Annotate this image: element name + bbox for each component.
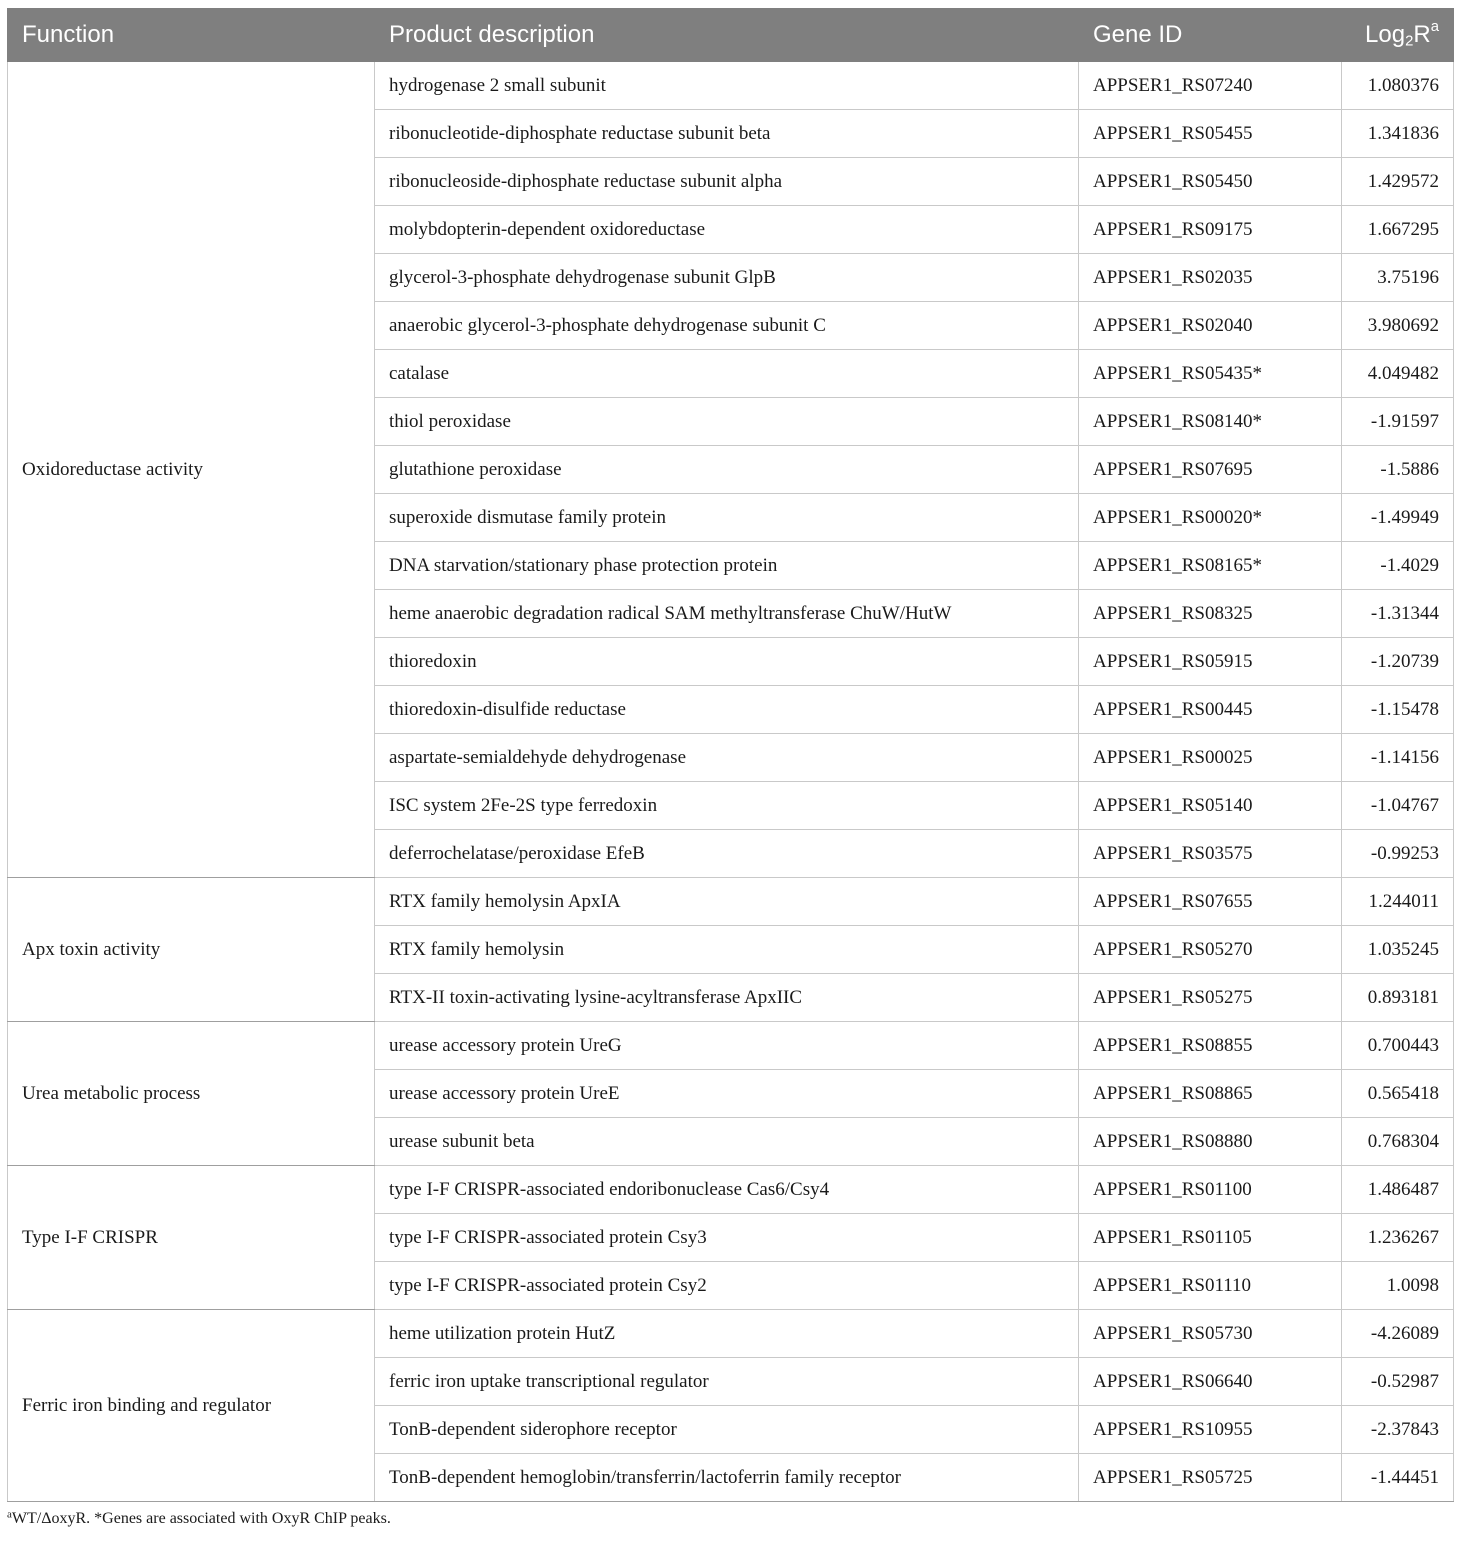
log2r-cell: 1.667295 xyxy=(1342,206,1454,254)
gene-id-cell: APPSER1_RS03575 xyxy=(1079,830,1342,878)
gene-id-cell: APPSER1_RS05450 xyxy=(1079,158,1342,206)
gene-id-cell: APPSER1_RS05915 xyxy=(1079,638,1342,686)
product-cell: catalase xyxy=(375,350,1079,398)
log2r-cell: 1.341836 xyxy=(1342,110,1454,158)
header-r-text: R xyxy=(1413,20,1431,48)
product-cell: deferrochelatase/peroxidase EfeB xyxy=(375,830,1079,878)
product-cell: type I-F CRISPR-associated protein Csy2 xyxy=(375,1262,1079,1310)
function-cell: Ferric iron binding and regulator xyxy=(8,1310,375,1502)
gene-id-cell: APPSER1_RS08140* xyxy=(1079,398,1342,446)
product-cell: thioredoxin xyxy=(375,638,1079,686)
log2r-cell: 0.893181 xyxy=(1342,974,1454,1022)
table-container xyxy=(7,8,1453,1528)
gene-id-cell: APPSER1_RS00020* xyxy=(1079,494,1342,542)
log2r-cell: -1.20739 xyxy=(1342,638,1454,686)
product-cell: urease subunit beta xyxy=(375,1118,1079,1166)
log2r-cell: -0.52987 xyxy=(1342,1358,1454,1406)
product-cell: type I-F CRISPR-associated protein Csy3 xyxy=(375,1214,1079,1262)
log2r-cell: 1.035245 xyxy=(1342,926,1454,974)
gene-id-cell: APPSER1_RS05725 xyxy=(1079,1454,1342,1502)
product-cell: thioredoxin-disulfide reductase xyxy=(375,686,1079,734)
log2r-cell: 0.768304 xyxy=(1342,1118,1454,1166)
gene-id-cell: APPSER1_RS09175 xyxy=(1079,206,1342,254)
log2r-cell: 3.980692 xyxy=(1342,302,1454,350)
log2r-cell: 1.244011 xyxy=(1342,878,1454,926)
gene-id-cell: APPSER1_RS08325 xyxy=(1079,590,1342,638)
gene-id-cell: APPSER1_RS00025 xyxy=(1079,734,1342,782)
log2r-cell: 1.236267 xyxy=(1342,1214,1454,1262)
log2r-cell: 4.049482 xyxy=(1342,350,1454,398)
header-gene-id: Gene ID xyxy=(1079,9,1342,62)
product-cell: TonB-dependent hemoglobin/transferrin/lactoferrin family receptor xyxy=(375,1454,1079,1502)
log2r-cell: 1.080376 xyxy=(1342,62,1454,110)
gene-table xyxy=(7,8,1454,1502)
product-cell: glycerol-3-phosphate dehydrogenase subunit GlpB xyxy=(375,254,1079,302)
log2r-cell: 1.0098 xyxy=(1342,1262,1454,1310)
log2r-cell: 1.429572 xyxy=(1342,158,1454,206)
table-row xyxy=(8,1310,1454,1358)
table-row xyxy=(8,1166,1454,1214)
product-cell: ribonucleotide-diphosphate reductase subunit beta xyxy=(375,110,1079,158)
function-cell: Urea metabolic process xyxy=(8,1022,375,1166)
header-log2r xyxy=(1342,9,1454,62)
gene-id-cell: APPSER1_RS08165* xyxy=(1079,542,1342,590)
gene-id-cell: APPSER1_RS02040 xyxy=(1079,302,1342,350)
function-cell: Type I-F CRISPR xyxy=(8,1166,375,1310)
header-product-description: Product description xyxy=(375,9,1079,62)
gene-id-cell: APPSER1_RS08880 xyxy=(1079,1118,1342,1166)
table-row xyxy=(8,1022,1454,1070)
product-cell: heme utilization protein HutZ xyxy=(375,1310,1079,1358)
function-cell: Apx toxin activity xyxy=(8,878,375,1022)
gene-id-cell: APPSER1_RS01105 xyxy=(1079,1214,1342,1262)
gene-id-cell: APPSER1_RS07240 xyxy=(1079,62,1342,110)
log2r-cell: -1.4029 xyxy=(1342,542,1454,590)
product-cell: RTX-II toxin-activating lysine-acyltransferase ApxIIC xyxy=(375,974,1079,1022)
log2r-cell: 3.75196 xyxy=(1342,254,1454,302)
log2r-cell: -1.31344 xyxy=(1342,590,1454,638)
log2r-cell: -1.91597 xyxy=(1342,398,1454,446)
log2r-cell: -1.04767 xyxy=(1342,782,1454,830)
log2r-cell: -1.15478 xyxy=(1342,686,1454,734)
log2r-cell: -2.37843 xyxy=(1342,1406,1454,1454)
log2r-cell: -1.44451 xyxy=(1342,1454,1454,1502)
log2r-cell: -1.14156 xyxy=(1342,734,1454,782)
gene-id-cell: APPSER1_RS00445 xyxy=(1079,686,1342,734)
gene-id-cell: APPSER1_RS06640 xyxy=(1079,1358,1342,1406)
gene-id-cell: APPSER1_RS10955 xyxy=(1079,1406,1342,1454)
log2r-cell: 0.565418 xyxy=(1342,1070,1454,1118)
product-cell: ribonucleoside-diphosphate reductase subunit alpha xyxy=(375,158,1079,206)
table-row xyxy=(8,62,1454,110)
footnote-text: WT/ΔoxyR. *Genes are associated with OxyR ChIP peaks. xyxy=(11,1510,391,1527)
product-cell: TonB-dependent siderophore receptor xyxy=(375,1406,1079,1454)
product-cell: ISC system 2Fe-2S type ferredoxin xyxy=(375,782,1079,830)
log2r-cell: -1.5886 xyxy=(1342,446,1454,494)
gene-id-cell: APPSER1_RS07655 xyxy=(1079,878,1342,926)
product-cell: ferric iron uptake transcriptional regulator xyxy=(375,1358,1079,1406)
product-cell: heme anaerobic degradation radical SAM methyltransferase ChuW/HutW xyxy=(375,590,1079,638)
gene-id-cell: APPSER1_RS05140 xyxy=(1079,782,1342,830)
product-cell: superoxide dismutase family protein xyxy=(375,494,1079,542)
gene-id-cell: APPSER1_RS05435* xyxy=(1079,350,1342,398)
product-cell: thiol peroxidase xyxy=(375,398,1079,446)
log2r-cell: -0.99253 xyxy=(1342,830,1454,878)
product-cell: molybdopterin-dependent oxidoreductase xyxy=(375,206,1079,254)
gene-id-cell: APPSER1_RS02035 xyxy=(1079,254,1342,302)
log2r-cell: 1.486487 xyxy=(1342,1166,1454,1214)
product-cell: anaerobic glycerol-3-phosphate dehydrogenase subunit C xyxy=(375,302,1079,350)
product-cell: urease accessory protein UreG xyxy=(375,1022,1079,1070)
header-function: Function xyxy=(8,9,375,62)
product-cell: RTX family hemolysin xyxy=(375,926,1079,974)
product-cell: type I-F CRISPR-associated endoribonuclease Cas6/Csy4 xyxy=(375,1166,1079,1214)
gene-id-cell: APPSER1_RS05275 xyxy=(1079,974,1342,1022)
gene-id-cell: APPSER1_RS05455 xyxy=(1079,110,1342,158)
function-cell: Oxidoreductase activity xyxy=(8,62,375,878)
log2r-cell: -1.49949 xyxy=(1342,494,1454,542)
product-cell: hydrogenase 2 small subunit xyxy=(375,62,1079,110)
gene-id-cell: APPSER1_RS05730 xyxy=(1079,1310,1342,1358)
product-cell: glutathione peroxidase xyxy=(375,446,1079,494)
gene-id-cell: APPSER1_RS08865 xyxy=(1079,1070,1342,1118)
gene-id-cell: APPSER1_RS01110 xyxy=(1079,1262,1342,1310)
product-cell: urease accessory protein UreE xyxy=(375,1070,1079,1118)
header-superscript: a xyxy=(1430,18,1439,35)
header-log-text: Log xyxy=(1365,20,1406,48)
log2r-cell: -4.26089 xyxy=(1342,1310,1454,1358)
gene-id-cell: APPSER1_RS01100 xyxy=(1079,1166,1342,1214)
product-cell: aspartate-semialdehyde dehydrogenase xyxy=(375,734,1079,782)
header-log-subscript: 2 xyxy=(1405,33,1414,50)
log2r-cell: 0.700443 xyxy=(1342,1022,1454,1070)
footnote-marker: a xyxy=(7,1508,12,1521)
gene-id-cell: APPSER1_RS08855 xyxy=(1079,1022,1342,1070)
product-cell: RTX family hemolysin ApxIA xyxy=(375,878,1079,926)
gene-id-cell: APPSER1_RS05270 xyxy=(1079,926,1342,974)
table-footnote xyxy=(7,1510,1453,1528)
header-row xyxy=(8,9,1454,62)
product-cell: DNA starvation/stationary phase protection protein xyxy=(375,542,1079,590)
table-body xyxy=(8,62,1454,1502)
gene-id-cell: APPSER1_RS07695 xyxy=(1079,446,1342,494)
table-row xyxy=(8,878,1454,926)
